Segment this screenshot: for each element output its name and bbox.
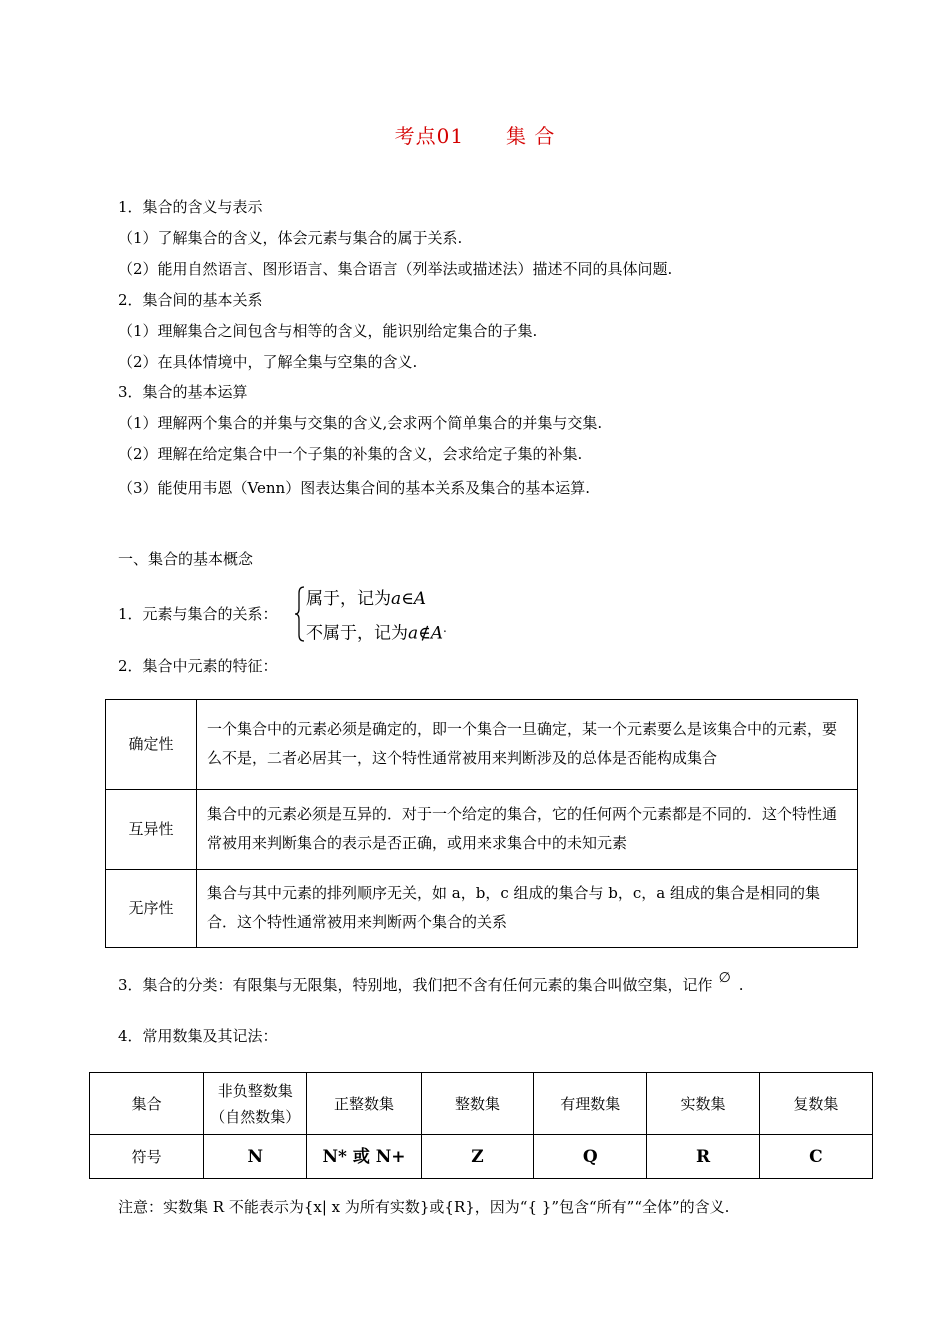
empty-set-icon: ∅ [718, 970, 731, 986]
header-cell: 整数集 [421, 1073, 533, 1135]
feature-text: 集合与其中元素的排列顺序无关，如 a，b，c 组成的集合与 b，c，a 组成的集合是相同的集合．这个特性通常被用来判断两个集合的关系 [197, 870, 858, 948]
feature-key: 确定性 [106, 700, 197, 790]
req-line: 1．集合的含义与表示 [118, 198, 263, 216]
feature-text: 一个集合中的元素必须是确定的，即一个集合一旦确定，某一个元素要么是该集合中的元素，要么不是，二者必居其一，这个特性通常被用来判断涉及的总体是否能构成集合 [197, 700, 858, 790]
header-cell: 正整数集 [307, 1073, 422, 1135]
relation-text: 不属于，记为 [306, 623, 408, 644]
req-line: （1）了解集合的含义，体会元素与集合的属于关系. [118, 229, 463, 247]
header-cell: 复数集 [759, 1073, 872, 1135]
header-cell: 实数集 [647, 1073, 759, 1135]
relation-case-not-belongs [306, 614, 447, 649]
symbol-cell: Q [534, 1135, 647, 1179]
symbol-cell: R [647, 1135, 759, 1179]
table-row [90, 1135, 873, 1179]
features-label: 2．集合中元素的特征： [118, 657, 278, 675]
note-line: 注意：实数集 R 不能表示为{x| x 为所有实数}或{R}，因为“{ }”包含“所有”“全体”的含义. [118, 1198, 730, 1216]
req-line: 3．集合的基本运算 [118, 383, 248, 401]
table-header-row [90, 1073, 873, 1135]
relation-math: a∈A [391, 589, 426, 609]
feature-key: 无序性 [106, 870, 197, 948]
table-row [106, 700, 858, 790]
common-sets-label: 4．常用数集及其记法： [118, 1027, 278, 1045]
req-line: （1）理解集合之间包含与相等的含义，能识别给定集合的子集. [118, 322, 538, 340]
number-sets-table [89, 1072, 873, 1179]
classification-text: 3．集合的分类：有限集与无限集，特别地，我们把不含有任何元素的集合叫做空集，记作 [118, 976, 713, 994]
req-line: （2）在具体情境中，了解全集与空集的含义. [118, 353, 418, 371]
relation-label: 1．元素与集合的关系： [118, 605, 278, 623]
classification-end: . [738, 976, 744, 994]
classification-line [118, 970, 744, 996]
section-heading: 一、集合的基本概念 [118, 550, 254, 568]
page-title [0, 120, 950, 149]
title-prefix: 考点01 [394, 124, 465, 148]
req-line: （2）能用自然语言、图形语言、集合语言（列举法或描述法）描述不同的具体问题. [118, 260, 673, 278]
req-line: 2．集合间的基本关系 [118, 291, 263, 309]
symbol-cell: N* 或 N+ [307, 1135, 422, 1179]
req-line: （1）理解两个集合的并集与交集的含义,会求两个简单集合的并集与交集. [118, 414, 603, 432]
relation-text: 属于，记为 [306, 589, 391, 609]
header-text: 非负整数集（自然数集） [210, 1081, 301, 1126]
symbol-cell: Z [421, 1135, 533, 1179]
relation-math: a∉A [408, 623, 443, 644]
row-label: 符号 [90, 1135, 204, 1179]
req-line: （3）能使用韦恩（Venn）图表达集合间的基本关系及集合的基本运算. [118, 479, 590, 497]
feature-key: 互异性 [106, 790, 197, 870]
header-cell [204, 1073, 307, 1135]
table-row [106, 790, 858, 870]
table-row [106, 870, 858, 948]
symbol-cell: C [759, 1135, 872, 1179]
symbol-cell: N [204, 1135, 307, 1179]
relation-period: . [443, 621, 447, 635]
title-main: 集 合 [506, 124, 556, 148]
header-cell: 有理数集 [534, 1073, 647, 1135]
features-table [105, 699, 858, 948]
left-brace-icon [294, 585, 306, 643]
relation-case-belongs [306, 585, 447, 614]
feature-text: 集合中的元素必须是互异的．对于一个给定的集合，它的任何两个元素都是不同的．这个特性通常被用来判断集合的表示是否正确，或用来求集合中的未知元素 [197, 790, 858, 870]
relation-cases [306, 585, 447, 649]
header-cell: 集合 [90, 1073, 204, 1135]
req-line: （2）理解在给定集合中一个子集的补集的含义，会求给定子集的补集. [118, 445, 583, 463]
